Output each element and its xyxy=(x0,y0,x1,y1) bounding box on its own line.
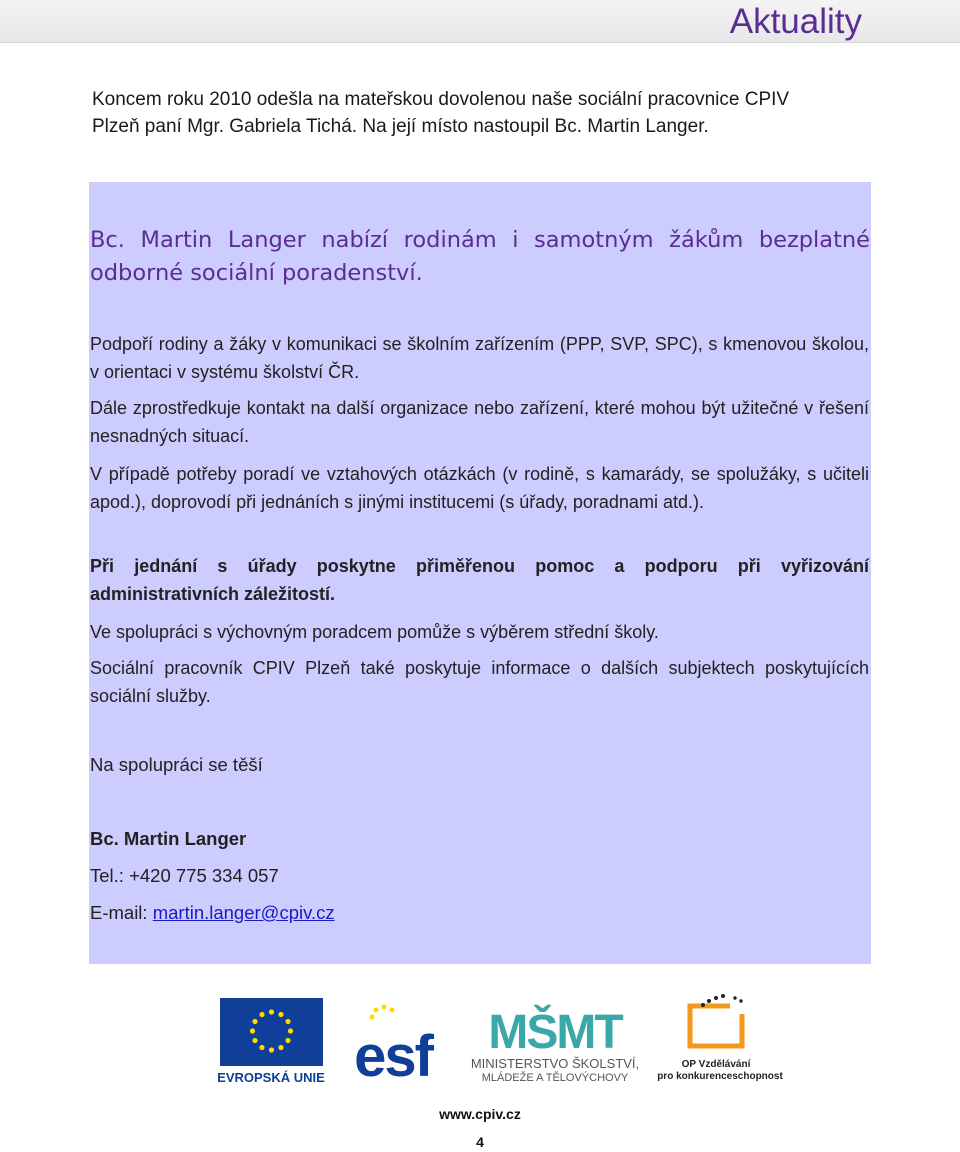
paragraph-relations: V případě potřeby poradí ve vztahových otázkách (v rodině, s kamarády, se spolužáky, s učiteli apod.), doprovodí při jednáních s jinými institucemi (s úřady, poradnami atd.). xyxy=(90,464,869,512)
contact-email xyxy=(90,902,335,924)
paragraph-information: Sociální pracovník CPIV Plzeň také poskytuje informace o dalších subjektech poskytujících sociální služby. xyxy=(90,658,869,706)
header-bar xyxy=(0,0,960,43)
op-line-2: pro konkurenceschopnost xyxy=(657,1071,783,1082)
logos-strip xyxy=(0,990,960,1090)
closing-text: Na spolupráci se těší xyxy=(90,754,263,775)
contact-name: Bc. Martin Langer xyxy=(90,828,247,849)
paragraph-support: Podpoří rodiny a žáky v komunikaci se školním zařízením (PPP, SVP, SPC), s kmenovou školou, v orientaci v systému školství ČR. xyxy=(90,334,869,382)
msmt-line-2: MLÁDEŽE A TĚLOVÝCHOVY xyxy=(481,1072,629,1084)
msmt-mark: MŠMT xyxy=(488,1006,622,1059)
page-number: 4 xyxy=(476,1134,484,1150)
msmt-logo xyxy=(471,1004,639,1084)
intro-line-2: Plzeň paní Mgr. Gabriela Tichá. Na její místo nastoupil Bc. Martin Langer. xyxy=(92,116,709,137)
paragraph-offices: Při jednání s úřady poskytne přiměřenou pomoc a podporu při vyřizování administrativních záležitostí. xyxy=(90,556,869,604)
paragraph-school-choice: Ve spolupráci s výchovným poradcem pomůže s výběrem střední školy. xyxy=(90,622,659,642)
box-heading: Bc. Martin Langer nabízí rodinám i samotným žákům bezplatné odborné sociální poradenství. xyxy=(90,227,870,286)
op-vk-logo xyxy=(657,994,783,1082)
page-title: Aktuality xyxy=(729,2,862,41)
info-box xyxy=(89,182,871,964)
footer-url[interactable]: www.cpiv.cz xyxy=(439,1106,521,1122)
email-label: E-mail: xyxy=(90,902,153,923)
esf-logo xyxy=(354,1005,435,1090)
eu-label: EVROPSKÁ UNIE xyxy=(217,1070,325,1085)
email-link[interactable]: martin.langer@cpiv.cz xyxy=(152,902,335,923)
contact-phone: Tel.: +420 775 334 057 xyxy=(90,865,279,886)
eu-flag-logo xyxy=(217,998,325,1085)
paragraph-contacts: Dále zprostředkuje kontakt na další organizace nebo zařízení, které mohou být užitečné v řešení nesnadných situací. xyxy=(90,398,869,446)
intro-paragraph xyxy=(92,86,868,140)
msmt-line-1: MINISTERSTVO ŠKOLSTVÍ, xyxy=(470,1056,640,1071)
intro-line-1: Koncem roku 2010 odešla na mateřskou dovolenou naše sociální pracovnice CPIV xyxy=(92,89,790,110)
esf-text: esf xyxy=(354,1024,432,1089)
op-line-1: OP Vzdělávání xyxy=(681,1059,751,1070)
